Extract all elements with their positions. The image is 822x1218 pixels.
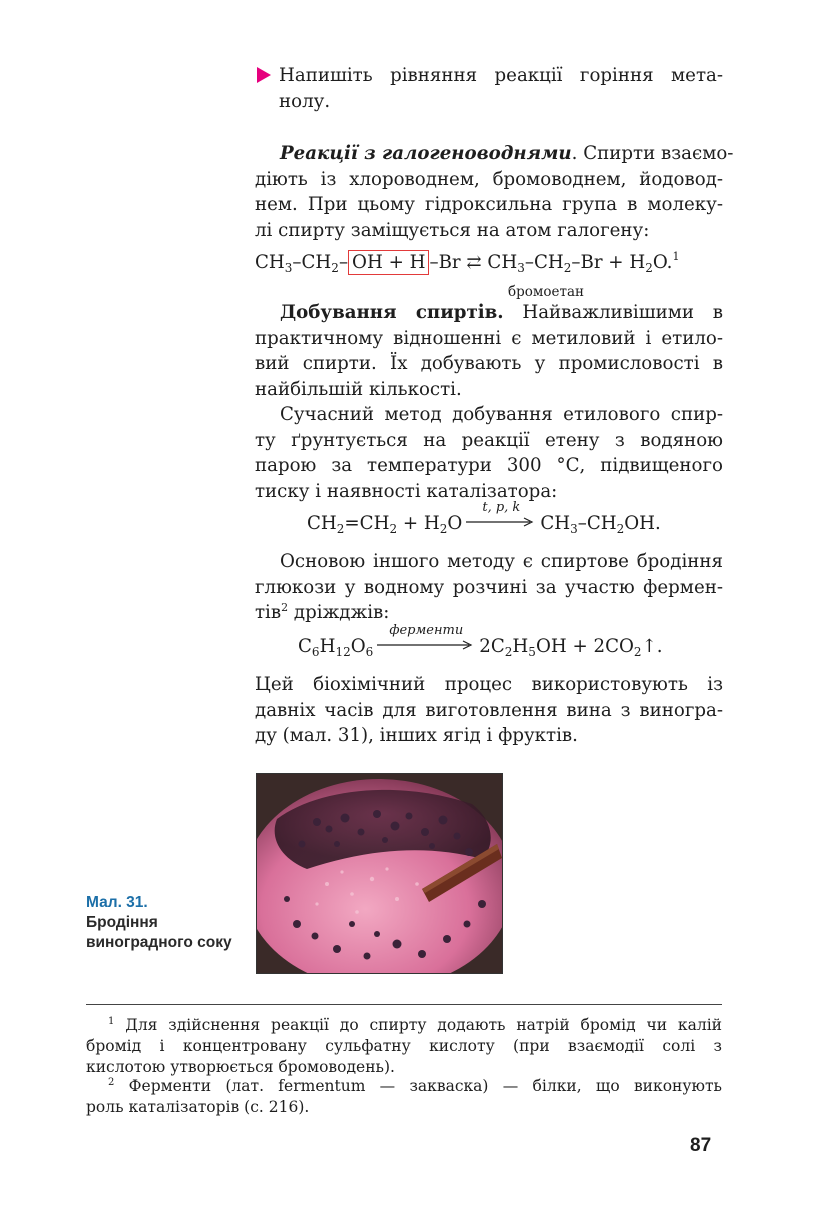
footnote-ref-1: 1 [672, 250, 680, 263]
equation-halogen: $CH_3-CH_2-$ OH + H –Br ⇄ $CH_3-CH_2-Br + H_2O.^1$ [255, 250, 680, 275]
fermenting-grape-juice-photo [256, 773, 503, 974]
production-title: Добування спиртів. [280, 302, 504, 323]
reaction-arrow: t, p, k [466, 514, 536, 528]
fermentation-paragraph: Основою іншого методу є спиртове бродіння глюкози у водному розчині за участю фермен- тів$^2$ дріжджів: [255, 551, 723, 623]
figure-number: Мал. 31. [86, 894, 148, 911]
reaction-arrow: ферменти [377, 637, 475, 651]
figure-caption [86, 893, 251, 953]
footnote-1: $^1$ Для здійснення реакції до спирту додають натрій бромід чи калій бромід і концентровану сульфатну кислоту (при взаємодії солі з кислотою утворюється бромоводень). [86, 1016, 722, 1076]
halogen-title: Реакції з галогеноводнями [280, 143, 572, 164]
footnote-divider [86, 1004, 722, 1005]
footnote-ref-2: 2 [281, 601, 289, 614]
equation-hydration: $CH_2=CH_2 + H_2O$ t, p, k $CH_3-CH_2OH$. [307, 500, 661, 536]
task-marker-icon [257, 67, 271, 83]
product-label: бромоетан [508, 284, 585, 300]
task-text: Напишіть рівняння реакції горіння мета- нолу. [279, 65, 723, 112]
figure-caption-text: Бродіння виноградного соку [86, 914, 232, 951]
modern-method-paragraph: Сучасний метод добування етилового спир- ту ґрунтується на реакції етену з водяною парою за температури 300 °С, підвищеного тиску і наявності каталізатора: [255, 404, 723, 502]
halogen-paragraph: Реакції з галогеноводнями. Спирти взаємо- діють із хлороводнем, бромоводнем, йодовод- нем. При цьому гідроксильна група в молеку- лі спирту заміщується на атом галогену: [255, 143, 734, 241]
biochem-paragraph: Цей біохімічний процес використовують із давніх часів для виготовлення вина з виногра- ду (мал. 31), інших ягід і фруктів. [255, 674, 723, 746]
page-number: 87 [690, 1135, 712, 1156]
production-paragraph: Добування спиртів. Найважливішими в практичному відношенні є метиловий і етило- вий спирти. Їх добувають у промисловості в найбільшій кількості. [255, 302, 723, 400]
footnote-2: $^2$ Ферменти (лат. fermentum — закваска) — білки, що виконують роль каталізаторів (с. 216). [86, 1077, 722, 1116]
equation-fermentation: $C_6H_{12}O_6$ ферменти $2C_2H_5OH$ + $2CO_2↑$. [298, 623, 663, 659]
